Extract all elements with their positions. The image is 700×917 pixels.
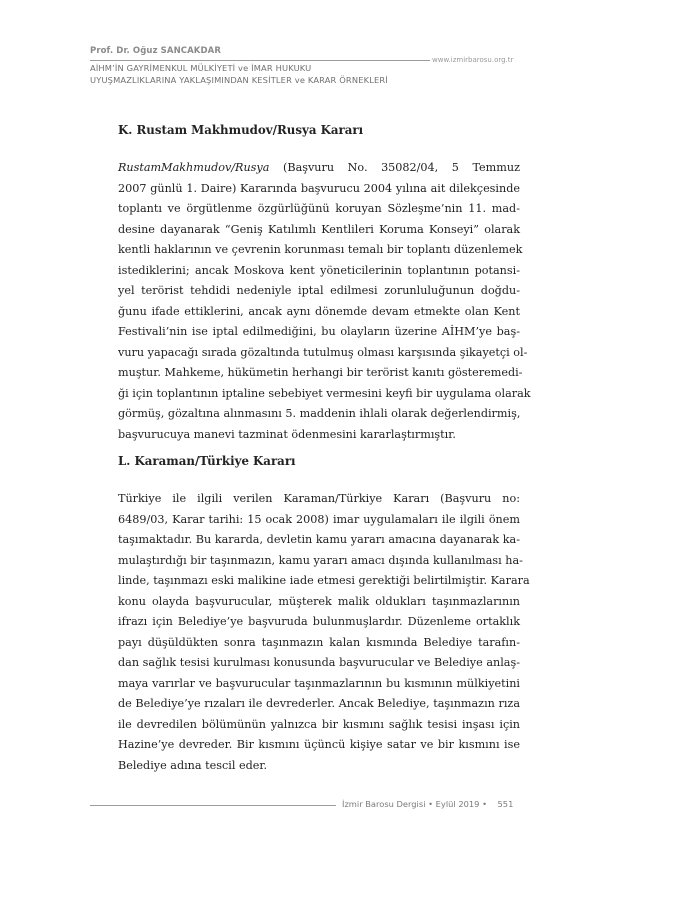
line-text: 2007 günlü 1. Daire) Kararında başvurucu 2004 yılına ait dilekçesinde xyxy=(118,181,520,195)
paragraph-line xyxy=(118,530,520,551)
line-text: mulaştırdığı bir taşınmazın, kamu yararı amacı dışında kullanılması ha- xyxy=(118,553,523,567)
running-header-title-line-2: UYUŞMAZLIKLARINA YAKLAŞIMINDAN KESİTLER ve KARAR ÖRNEKLERİ xyxy=(90,75,388,85)
line-text: başvurucuya manevi tazminat ödenmesini kararlaştırmıştır. xyxy=(118,427,456,441)
paragraph-line xyxy=(118,261,520,282)
paragraph-line xyxy=(118,322,520,343)
paragraph-line xyxy=(118,571,530,592)
paragraph-line xyxy=(118,735,520,756)
paragraph-line xyxy=(118,302,520,323)
line-text: desine dayanarak “Geniş Katılımlı Kentlileri Koruma Konseyi” olarak xyxy=(118,222,520,236)
paragraph-line xyxy=(118,612,520,633)
paragraph-line xyxy=(118,715,520,736)
paragraph-line xyxy=(118,179,520,200)
line-text: ğunu ifade ettiklerini, ancak aynı dönemde devam etmekte olan Kent xyxy=(118,304,520,318)
section-heading-l: L. Karaman/Türkiye Kararı xyxy=(118,454,296,468)
paragraph-line xyxy=(118,281,520,302)
paragraph-line xyxy=(118,220,520,241)
paragraph-line xyxy=(118,158,520,179)
paragraph-line xyxy=(118,343,528,364)
line-text: Türkiye ile ilgili verilen Karaman/Türkiye Kararı (Başvuru no: xyxy=(118,492,520,505)
line-text: maya varırlar ve başvurucular taşınmazlarının bu kısmının mülkiyetini xyxy=(118,676,520,690)
line-text: yel terörist tehdidi nedeniyle iptal edilmesi zorunluluğunun doğdu- xyxy=(118,284,520,297)
paragraph-line xyxy=(118,756,520,777)
running-header-author: Prof. Dr. Oğuz SANCAKDAR xyxy=(90,46,221,56)
paragraph-line xyxy=(118,199,520,220)
page-number: 551 xyxy=(497,799,514,809)
paragraph-line xyxy=(118,694,520,715)
paragraph-line xyxy=(118,551,523,572)
case-name-italic: RustamMakhmudov/Rusya xyxy=(118,161,270,174)
footer-divider xyxy=(90,805,336,806)
section-heading-k: K. Rustam Makhmudov/Rusya Kararı xyxy=(118,123,364,137)
line-text: payı düşüldükten sonra taşınmazın kalan kısmında Belediye tarafın- xyxy=(118,635,520,649)
line-text: kentli haklarının ve çevrenin korunması temalı bir toplantı düzenlemek xyxy=(118,243,523,256)
line-text: istediklerini; ancak Moskova kent yöneticilerinin toplantının potansi- xyxy=(118,263,520,277)
paragraph-line xyxy=(118,592,520,613)
line-text: 6489/03, Karar tarihi: 15 ocak 2008) imar uygulamaları ile ilgili önem xyxy=(118,512,520,526)
paragraph-line xyxy=(118,489,520,510)
line-text: Belediye adına tescil eder. xyxy=(118,758,268,772)
line-text: vuru yapacağı sırada gözaltında tutulmuş olması karşısında şikayetçi ol- xyxy=(118,345,528,359)
running-header-url: www.izmirbarosu.org.tr xyxy=(432,56,514,64)
line-text: ifrazı için Belediye’ye başvuruda bulunmuşlardır. Düzenleme ortaklık xyxy=(118,615,520,628)
line-text: Hazine’ye devreder. Bir kısmını üçüncü kişiye satar ve bir kısmını ise xyxy=(118,738,520,751)
line-text: Festivali’nin ise iptal edilmediğini, bu olayların üzerine AİHM’ye baş- xyxy=(118,325,520,338)
paragraph-line xyxy=(118,633,520,654)
paragraph-line xyxy=(118,240,523,261)
paragraph-line xyxy=(118,363,523,384)
line-text: (Başvuru No. 35082/04, 5 Temmuz xyxy=(269,161,520,174)
paragraph-line xyxy=(118,674,520,695)
line-text: toplantı ve örgütlenme özgürlüğünü koruyan Sözleşme’nin 11. mad- xyxy=(118,202,520,215)
line-text: taşımaktadır. Bu kararda, devletin kamu yararı amacına dayanarak ka- xyxy=(118,533,520,546)
line-text: muştur. Mahkeme, hükümetin herhangi bir terörist kanıtı gösteremedi- xyxy=(118,366,523,379)
paragraph-line xyxy=(118,425,520,446)
section-k-paragraph xyxy=(118,158,531,445)
footer-journal: İzmir Barosu Dergisi • Eylül 2019 • xyxy=(342,799,487,809)
line-text: konu olayda başvurucular, müşterek malik oldukları taşınmazlarının xyxy=(118,594,520,608)
running-footer xyxy=(342,799,513,809)
header-divider xyxy=(90,60,430,61)
paragraph-line xyxy=(118,510,520,531)
line-text: de Belediye’ye rızaları ile devrederler. Ancak Belediye, taşınmazın rıza xyxy=(118,697,520,710)
running-header-title-line-1: AİHM’İN GAYRİMENKUL MÜLKİYETİ ve İMAR HUKUKU xyxy=(90,63,312,73)
paragraph-line xyxy=(118,384,531,405)
line-text: dan sağlık tesisi kurulması konusunda başvurucular ve Belediye anlaş- xyxy=(118,656,520,669)
section-l-paragraph xyxy=(118,489,530,776)
line-text: ği için toplantının iptaline sebebiyet vermesini keyfi bir uygulama olarak xyxy=(118,386,531,400)
line-text: ile devredilen bölümünün yalnızca bir kısmını sağlık tesisi inşası için xyxy=(118,717,520,731)
paragraph-line xyxy=(118,404,520,425)
line-text: görmüş, gözaltına alınmasını 5. maddenin ihlali olarak değerlendirmiş, xyxy=(118,407,521,420)
paragraph-line xyxy=(118,653,520,674)
line-text: linde, taşınmazı eski malikine iade etmesi gerektiği belirtilmiştir. Karara xyxy=(118,574,530,587)
